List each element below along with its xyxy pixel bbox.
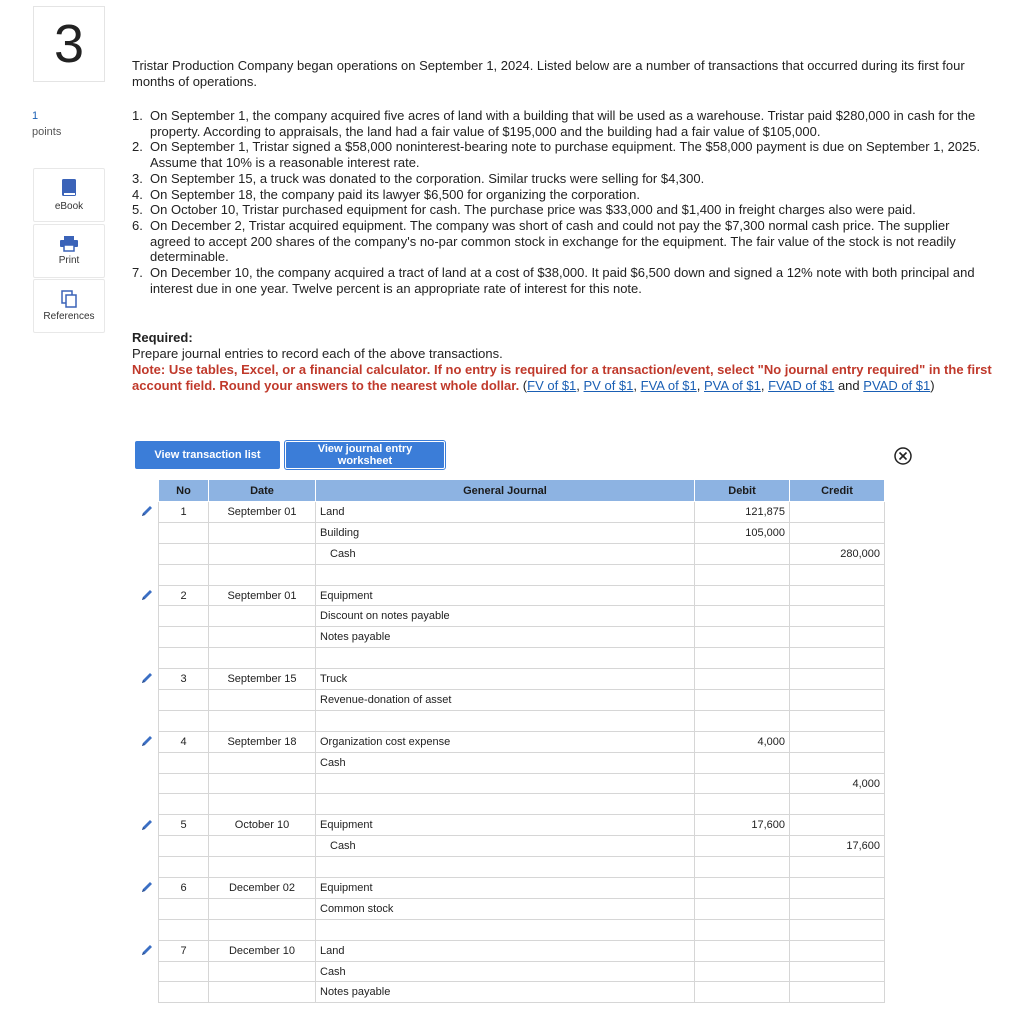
date-cell (209, 543, 316, 564)
credit-cell[interactable] (790, 731, 885, 752)
account-cell[interactable]: Truck (316, 669, 695, 690)
table-row (159, 773, 885, 794)
debit-cell[interactable] (695, 690, 790, 711)
account-cell[interactable]: Notes payable (316, 627, 695, 648)
account-cell[interactable]: Organization cost expense (316, 731, 695, 752)
spacer-cell (316, 857, 695, 878)
account-cell[interactable]: Common stock (316, 898, 695, 919)
table-row (159, 522, 885, 543)
credit-cell[interactable] (790, 898, 885, 919)
debit-cell[interactable] (695, 606, 790, 627)
table-row (159, 731, 885, 752)
list-item: 3. On September 15, a truck was donated to the corporation. Similar trucks were selling for $4,300. (132, 170, 705, 186)
debit-cell[interactable] (695, 961, 790, 982)
account-cell[interactable]: Building (316, 522, 695, 543)
account-cell[interactable]: Equipment (316, 815, 695, 836)
edit-pencil-icon[interactable] (140, 818, 154, 832)
list-item: 1. On September 1, the company acquired five acres of land with a building that will be used as a warehouse. Tristar paid $280,000 in cash for the property. According to appraisals, the land had a fair value of $195,000 and the building had a fair value of $105,000. (132, 108, 976, 139)
credit-cell[interactable] (790, 690, 885, 711)
spacer-cell (159, 794, 209, 815)
date-cell (209, 690, 316, 711)
spacer-cell (316, 794, 695, 815)
no-cell (159, 898, 209, 919)
problem-intro: Tristar Production Company began operations on September 1, 2024. Listed below are a number of transactions that occurred during its first four months of operations. (132, 58, 965, 89)
spacer-row (159, 564, 885, 585)
spacer-cell (790, 794, 885, 815)
spacer-cell (159, 857, 209, 878)
spacer-cell (209, 648, 316, 669)
date-cell: October 10 (209, 815, 316, 836)
no-cell (159, 522, 209, 543)
table-row (159, 898, 885, 919)
table-header-row (159, 480, 885, 502)
no-cell: 4 (159, 731, 209, 752)
date-cell: September 01 (209, 585, 316, 606)
credit-cell[interactable]: 4,000 (790, 773, 885, 794)
close-icon[interactable] (893, 446, 913, 466)
spacer-cell (159, 648, 209, 669)
debit-cell[interactable] (695, 585, 790, 606)
debit-cell[interactable]: 4,000 (695, 731, 790, 752)
debit-cell[interactable] (695, 878, 790, 899)
references-button[interactable] (33, 279, 105, 333)
date-cell (209, 522, 316, 543)
no-cell (159, 690, 209, 711)
table-row (159, 836, 885, 857)
no-cell: 2 (159, 585, 209, 606)
credit-cell[interactable] (790, 982, 885, 1003)
spacer-cell (316, 919, 695, 940)
ebook-button[interactable] (33, 168, 105, 222)
spacer-cell (695, 648, 790, 669)
spacer-cell (159, 710, 209, 731)
spacer-cell (790, 919, 885, 940)
print-label: Print (58, 255, 80, 266)
spacer-row (159, 710, 885, 731)
header-debit: Debit (695, 480, 790, 502)
no-cell (159, 627, 209, 648)
no-cell (159, 543, 209, 564)
date-cell (209, 752, 316, 773)
view-transaction-list-button[interactable]: View transaction list (135, 441, 280, 469)
account-cell[interactable]: Cash (316, 752, 695, 773)
required-heading: Required: (132, 330, 193, 345)
no-cell: 1 (159, 502, 209, 523)
date-cell: December 10 (209, 940, 316, 961)
table-row (159, 752, 885, 773)
date-cell: September 18 (209, 731, 316, 752)
spacer-cell (316, 648, 695, 669)
spacer-cell (209, 794, 316, 815)
no-cell: 7 (159, 940, 209, 961)
debit-cell[interactable] (695, 836, 790, 857)
account-cell[interactable]: Land (316, 502, 695, 523)
table-row (159, 961, 885, 982)
table-row (159, 982, 885, 1003)
link-pva[interactable]: PVA of $1 (704, 378, 761, 393)
spacer-row (159, 919, 885, 940)
no-cell (159, 982, 209, 1003)
spacer-cell (209, 564, 316, 585)
list-item: 6. On December 2, Tristar acquired equipment. The company was short of cash and could not pay the $7,300 normal cash price. The supplier agreed to accept 200 shares of the company's no-par common stock in exchange for the equipment. The fair value of the stock is not readily determinable. (132, 217, 956, 265)
debit-cell[interactable] (695, 669, 790, 690)
no-cell: 3 (159, 669, 209, 690)
account-cell[interactable]: Notes payable (316, 982, 695, 1003)
credit-cell[interactable] (790, 878, 885, 899)
table-row (159, 878, 885, 899)
credit-cell[interactable]: 280,000 (790, 543, 885, 564)
debit-cell[interactable] (695, 773, 790, 794)
debit-cell[interactable]: 121,875 (695, 502, 790, 523)
spacer-cell (790, 648, 885, 669)
spacer-cell (209, 919, 316, 940)
credit-cell[interactable] (790, 627, 885, 648)
header-date: Date (209, 480, 316, 502)
header-general-journal: General Journal (316, 480, 695, 502)
no-cell (159, 836, 209, 857)
credit-cell[interactable] (790, 606, 885, 627)
account-cell[interactable] (316, 773, 695, 794)
ebook-icon (61, 178, 77, 198)
print-icon (60, 236, 78, 252)
table-row (159, 669, 885, 690)
table-row (159, 606, 885, 627)
date-cell: September 15 (209, 669, 316, 690)
header-no: No (159, 480, 209, 502)
link-fv[interactable]: FV of $1 (527, 378, 577, 393)
references-label: References (43, 311, 95, 322)
link-fvad[interactable]: FVAD of $1 (768, 378, 835, 393)
no-cell (159, 752, 209, 773)
edit-pencil-icon[interactable] (140, 588, 154, 602)
date-cell (209, 606, 316, 627)
spacer-cell (695, 794, 790, 815)
list-item: 2. On September 1, Tristar signed a $58,000 noninterest-bearing note to purchase equipment. The $58,000 payment is due on September 1, 2025. Assume that 10% is a reasonable interest rate. (132, 139, 981, 171)
debit-cell[interactable] (695, 940, 790, 961)
ebook-label: eBook (54, 201, 84, 212)
date-cell (209, 836, 316, 857)
date-cell (209, 898, 316, 919)
credit-cell[interactable]: 17,600 (790, 836, 885, 857)
account-cell[interactable]: Discount on notes payable (316, 606, 695, 627)
table-row (159, 543, 885, 564)
credit-cell[interactable] (790, 961, 885, 982)
no-cell: 5 (159, 815, 209, 836)
view-journal-worksheet-button[interactable]: View journal entry worksheet (285, 441, 445, 469)
spacer-cell (790, 710, 885, 731)
edit-pencil-icon[interactable] (140, 943, 154, 957)
spacer-row (159, 857, 885, 878)
debit-cell[interactable] (695, 627, 790, 648)
list-item: 4. On September 18, the company paid its lawyer $6,500 for organizing the corporation. (132, 186, 640, 202)
spacer-cell (159, 919, 209, 940)
transaction-list (132, 108, 992, 296)
date-cell: December 02 (209, 878, 316, 899)
date-cell (209, 982, 316, 1003)
debit-cell[interactable]: 17,600 (695, 815, 790, 836)
table-row (159, 502, 885, 523)
general-journal-table (158, 479, 885, 1003)
points-info (32, 108, 61, 140)
credit-cell[interactable] (790, 815, 885, 836)
spacer-cell (159, 564, 209, 585)
table-row (159, 627, 885, 648)
spacer-cell (695, 710, 790, 731)
points-value: 1 (32, 110, 39, 122)
no-cell (159, 773, 209, 794)
no-cell: 6 (159, 878, 209, 899)
spacer-row (159, 794, 885, 815)
and-text: and (837, 378, 860, 393)
table-row (159, 585, 885, 606)
date-cell (209, 773, 316, 794)
edit-pencil-icon[interactable] (140, 671, 154, 685)
spacer-row (159, 648, 885, 669)
link-pvad[interactable]: PVAD of $1 (863, 378, 931, 393)
list-item: 5. On October 10, Tristar purchased equipment for cash. The purchase price was $33,000 and $1,400 in freight charges also were paid. (132, 202, 916, 218)
edit-pencil-icon[interactable] (140, 504, 154, 518)
account-cell[interactable]: Equipment (316, 585, 695, 606)
account-cell[interactable]: Equipment (316, 878, 695, 899)
required-note-line: Note: Use tables, Excel, or a financial calculator. If no entry is required for a transaction/event, select "No journal entry required" in the first account field. Round your answers to the nearest whole dollar. (FV of $1, PV of $1, FVA of $1, PVA of $1, FVAD of $1 and PVAD of $1) (132, 362, 992, 393)
header-credit: Credit (790, 480, 885, 502)
spacer-cell (209, 857, 316, 878)
required-note: Note: Use tables, Excel, or a financial calculator. If no entry is required for a transaction/event, select "No journal entry required" in the first account field. Round your answers to the nearest whole dollar. (132, 362, 992, 393)
table-row (159, 690, 885, 711)
question-number: 3 (33, 6, 105, 82)
account-cell[interactable]: Cash (316, 836, 695, 857)
spacer-cell (209, 710, 316, 731)
link-fva[interactable]: FVA of $1 (640, 378, 697, 393)
credit-cell[interactable] (790, 940, 885, 961)
debit-cell[interactable] (695, 982, 790, 1003)
debit-cell[interactable]: 105,000 (695, 522, 790, 543)
required-section (132, 330, 1002, 394)
credit-cell[interactable] (790, 669, 885, 690)
credit-cell[interactable] (790, 502, 885, 523)
edit-pencil-icon[interactable] (140, 734, 154, 748)
spacer-cell (316, 564, 695, 585)
spacer-cell (790, 857, 885, 878)
credit-cell[interactable] (790, 522, 885, 543)
required-instruction: Prepare journal entries to record each of the above transactions. (132, 346, 503, 361)
account-cell[interactable]: Land (316, 940, 695, 961)
account-cell[interactable]: Revenue-donation of asset (316, 690, 695, 711)
credit-cell[interactable] (790, 585, 885, 606)
debit-cell[interactable] (695, 752, 790, 773)
account-cell[interactable]: Cash (316, 961, 695, 982)
points-label: points (32, 126, 62, 138)
date-cell (209, 961, 316, 982)
link-pv[interactable]: PV of $1 (583, 378, 634, 393)
spacer-cell (695, 564, 790, 585)
date-cell: September 01 (209, 502, 316, 523)
account-cell[interactable]: Cash (316, 543, 695, 564)
list-item: 7. On December 10, the company acquired a tract of land at a cost of $38,000. It paid $6,500 down and signed a 12% note with both principal and interest due in one year. Twelve percent is an appropriate rate of interest for this note. (132, 265, 975, 296)
date-cell (209, 627, 316, 648)
credit-cell[interactable] (790, 752, 885, 773)
table-row (159, 940, 885, 961)
spacer-cell (316, 710, 695, 731)
spacer-cell (695, 919, 790, 940)
references-icon (61, 290, 77, 308)
no-cell (159, 961, 209, 982)
debit-cell[interactable] (695, 543, 790, 564)
edit-pencil-icon[interactable] (140, 880, 154, 894)
no-cell (159, 606, 209, 627)
debit-cell[interactable] (695, 898, 790, 919)
spacer-cell (790, 564, 885, 585)
spacer-cell (695, 857, 790, 878)
table-row (159, 815, 885, 836)
print-button[interactable] (33, 224, 105, 278)
